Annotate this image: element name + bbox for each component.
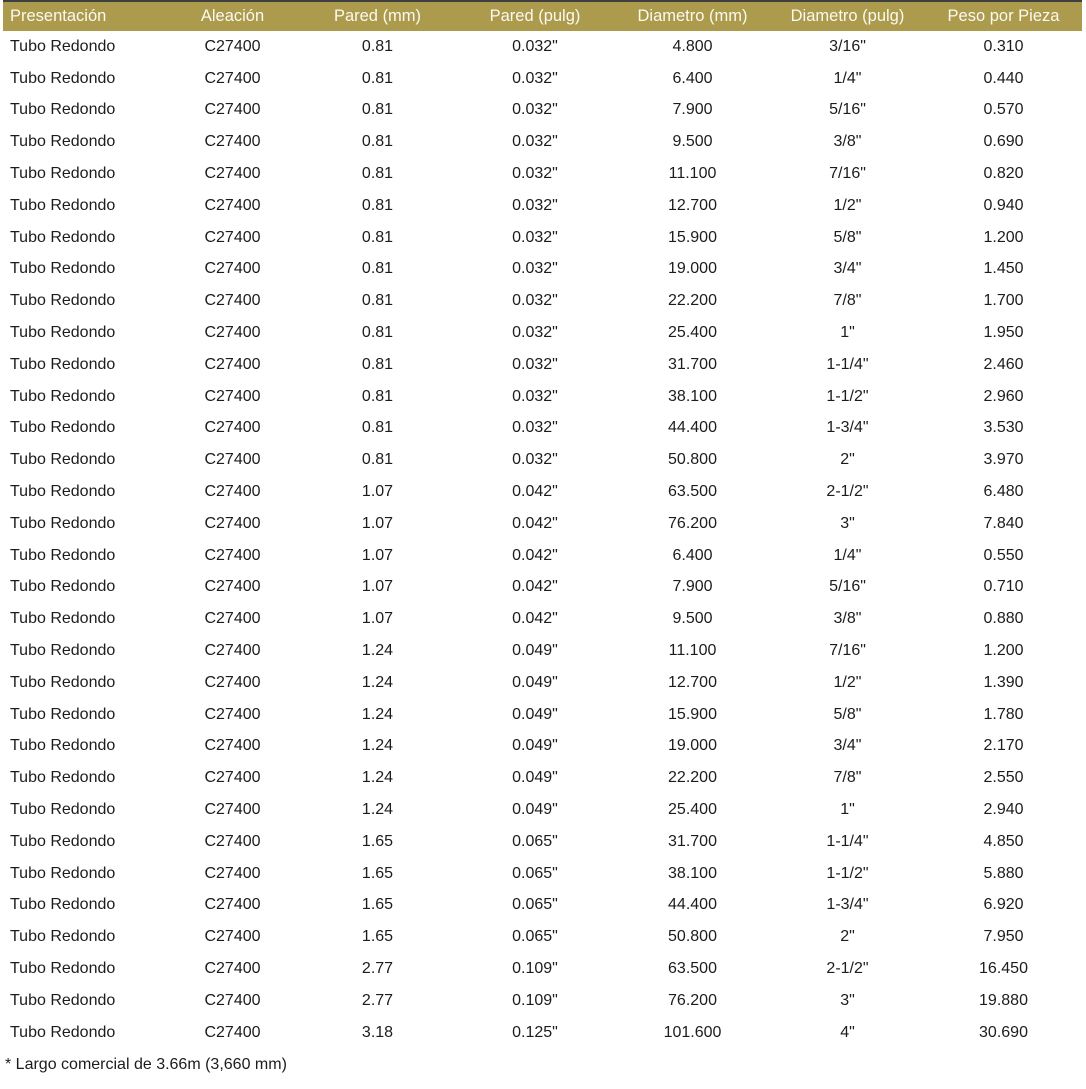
- table-cell: 0.032": [512, 228, 558, 246]
- table-row: [3, 890, 1082, 922]
- table-cell: 31.700: [668, 355, 717, 373]
- table-cell: Tubo Redondo: [10, 769, 116, 787]
- table-cell: 0.81: [361, 355, 394, 373]
- table-row: [3, 190, 1082, 222]
- table-cell: Tubo Redondo: [10, 292, 116, 310]
- table-cell: 63.500: [668, 483, 717, 501]
- table-cell: 0.81: [361, 196, 394, 214]
- table-cell: C27400: [204, 864, 261, 882]
- table-cell: 2": [840, 451, 855, 469]
- table-cell: Tubo Redondo: [10, 387, 116, 405]
- table-row: [3, 826, 1082, 858]
- table-cell: 2.170: [983, 737, 1024, 755]
- table-cell: 76.200: [668, 514, 717, 532]
- table-cell: 0.550: [983, 546, 1024, 564]
- table-cell: 1.200: [983, 642, 1024, 660]
- table-cell: 0.032": [512, 165, 558, 183]
- table-cell: 0.042": [512, 483, 558, 501]
- table-cell: Tubo Redondo: [10, 355, 116, 373]
- table-row: [3, 158, 1082, 190]
- table-cell: 2.550: [983, 769, 1024, 787]
- table-cell: 0.049": [512, 705, 558, 723]
- table-row: [3, 381, 1082, 413]
- commercial-length-footnote: * Largo comercial de 3.66m (3,660 mm): [5, 1055, 287, 1073]
- table-row: [3, 254, 1082, 286]
- table-cell: 3/16": [829, 37, 866, 55]
- table-cell: 0.81: [361, 419, 394, 437]
- table-cell: 11.100: [668, 642, 717, 660]
- table-cell: 0.81: [361, 165, 394, 183]
- table-cell: 0.440: [983, 69, 1024, 87]
- table-cell: C27400: [204, 451, 261, 469]
- table-row: [3, 858, 1082, 890]
- table-cell: Tubo Redondo: [10, 260, 116, 278]
- table-cell: 6.400: [672, 546, 713, 564]
- table-cell: 19.880: [979, 991, 1028, 1009]
- table-cell: Tubo Redondo: [10, 960, 116, 977]
- table-cell: C27400: [204, 419, 261, 437]
- table-cell: 1.780: [983, 705, 1024, 723]
- table-cell: 9.500: [672, 133, 713, 151]
- table-cell: 0.032": [512, 451, 558, 469]
- table-cell: Tubo Redondo: [10, 324, 116, 342]
- table-cell: 7.950: [983, 928, 1024, 946]
- table-cell: Tubo Redondo: [10, 896, 116, 914]
- table-cell: Tubo Redondo: [10, 1023, 116, 1041]
- table-cell: 0.032": [512, 324, 558, 342]
- table-cell: C27400: [204, 1023, 261, 1041]
- table-cell: 0.065": [512, 896, 558, 914]
- table-cell: 0.042": [512, 610, 558, 628]
- table-cell: C27400: [204, 37, 261, 55]
- table-row: [3, 572, 1082, 604]
- table-cell: 0.049": [512, 673, 558, 691]
- table-cell: 7.900: [672, 101, 713, 119]
- table-cell: 44.400: [668, 419, 717, 437]
- table-cell: 2.940: [983, 801, 1024, 819]
- table-row: [3, 222, 1082, 254]
- table-cell: C27400: [204, 578, 261, 596]
- table-cell: 0.570: [983, 101, 1024, 119]
- table-cell: 0.032": [512, 133, 558, 151]
- table-cell: 0.042": [512, 546, 558, 564]
- table-cell: 2.460: [983, 355, 1024, 373]
- table-cell: 0.820: [983, 165, 1024, 183]
- table-cell: 2.77: [361, 960, 394, 977]
- table-cell: 4.850: [983, 832, 1024, 850]
- table-cell: 0.032": [512, 387, 558, 405]
- table-cell: C27400: [204, 101, 261, 119]
- table-cell: 0.032": [512, 37, 558, 55]
- table-cell: 7.900: [672, 578, 713, 596]
- table-cell: 0.049": [512, 769, 558, 787]
- table-row: [3, 635, 1082, 667]
- table-cell: 12.700: [668, 196, 717, 214]
- table-cell: 0.81: [361, 387, 394, 405]
- table-row: [3, 921, 1082, 953]
- table-cell: 1-1/2": [826, 864, 869, 882]
- table-cell: C27400: [204, 705, 261, 723]
- table-cell: 0.125": [512, 1023, 558, 1041]
- table-cell: 0.81: [361, 451, 394, 469]
- table-cell: 0.032": [512, 292, 558, 310]
- column-header: Aleación: [165, 1, 300, 31]
- table-cell: 5/8": [833, 705, 862, 723]
- table-cell: 1.07: [361, 483, 394, 501]
- table-cell: 0.109": [512, 991, 558, 1009]
- table-cell: C27400: [204, 387, 261, 405]
- table-row: [3, 699, 1082, 731]
- table-cell: 38.100: [668, 864, 717, 882]
- table-cell: C27400: [204, 165, 261, 183]
- table-cell: 6.920: [983, 896, 1024, 914]
- table-cell: 3/4": [833, 737, 862, 755]
- table-cell: 0.042": [512, 578, 558, 596]
- table-cell: Tubo Redondo: [10, 483, 116, 501]
- table-cell: Tubo Redondo: [10, 610, 116, 628]
- table-cell: 0.032": [512, 101, 558, 119]
- table-cell: 4.800: [672, 37, 713, 55]
- table-header-row: [3, 1, 1082, 31]
- table-cell: 1.950: [983, 324, 1024, 342]
- table-cell: 1.24: [361, 673, 394, 691]
- table-cell: 1/4": [833, 69, 862, 87]
- table-cell: Tubo Redondo: [10, 514, 116, 532]
- table-cell: 7/8": [833, 292, 862, 310]
- table-cell: C27400: [204, 991, 261, 1009]
- table-row: [3, 444, 1082, 476]
- table-cell: 0.81: [361, 37, 394, 55]
- table-cell: 0.049": [512, 737, 558, 755]
- table-cell: 3": [840, 514, 855, 532]
- table-cell: 1": [840, 324, 855, 342]
- table-cell: 1.07: [361, 610, 394, 628]
- table-cell: 15.900: [668, 705, 717, 723]
- table-row: [3, 762, 1082, 794]
- table-cell: 11.100: [668, 165, 717, 183]
- table-cell: Tubo Redondo: [10, 165, 116, 183]
- table-cell: Tubo Redondo: [10, 642, 116, 660]
- table-cell: C27400: [204, 196, 261, 214]
- table-cell: 0.065": [512, 832, 558, 850]
- table-cell: 30.690: [979, 1023, 1028, 1041]
- table-cell: Tubo Redondo: [10, 101, 116, 119]
- table-cell: Tubo Redondo: [10, 546, 116, 564]
- table-cell: 63.500: [668, 960, 717, 977]
- table-cell: 1.24: [361, 737, 394, 755]
- table-cell: 1/4": [833, 546, 862, 564]
- table-cell: Tubo Redondo: [10, 832, 116, 850]
- table-row: [3, 540, 1082, 572]
- table-cell: 0.032": [512, 355, 558, 373]
- table-cell: 1/2": [833, 196, 862, 214]
- table-cell: Tubo Redondo: [10, 69, 116, 87]
- table-cell: 0.065": [512, 928, 558, 946]
- table-cell: Tubo Redondo: [10, 928, 116, 946]
- table-cell: 0.81: [361, 324, 394, 342]
- table-cell: 15.900: [668, 228, 717, 246]
- table-cell: C27400: [204, 673, 261, 691]
- table-cell: 9.500: [672, 610, 713, 628]
- table-cell: C27400: [204, 260, 261, 278]
- table-cell: 1/2": [833, 673, 862, 691]
- table-cell: C27400: [204, 292, 261, 310]
- table-cell: 0.032": [512, 419, 558, 437]
- table-cell: 25.400: [668, 801, 717, 819]
- table-cell: 0.81: [361, 228, 394, 246]
- table-cell: C27400: [204, 69, 261, 87]
- table-cell: 19.000: [668, 260, 717, 278]
- table-cell: Tubo Redondo: [10, 705, 116, 723]
- table-row: [3, 285, 1082, 317]
- column-header: Diametro (pulg): [770, 1, 925, 31]
- table-cell: 50.800: [668, 928, 717, 946]
- table-row: [3, 63, 1082, 95]
- table-cell: 6.480: [983, 483, 1024, 501]
- table-cell: 1-3/4": [826, 419, 869, 437]
- table-cell: 22.200: [668, 292, 717, 310]
- table-cell: Tubo Redondo: [10, 37, 116, 55]
- table-cell: 2.960: [983, 387, 1024, 405]
- table-cell: 3.970: [983, 451, 1024, 469]
- table-cell: C27400: [204, 928, 261, 946]
- table-cell: 0.81: [361, 292, 394, 310]
- column-header: Pared (pulg): [455, 1, 615, 31]
- table-cell: 1-3/4": [826, 896, 869, 914]
- table-cell: 7/16": [829, 642, 866, 660]
- column-header: Presentación: [3, 1, 165, 31]
- table-cell: 38.100: [668, 387, 717, 405]
- table-cell: C27400: [204, 832, 261, 850]
- table-cell: C27400: [204, 514, 261, 532]
- table-cell: C27400: [204, 355, 261, 373]
- table-cell: 0.109": [512, 960, 558, 977]
- table-cell: 0.81: [361, 101, 394, 119]
- table-cell: 5/16": [829, 578, 866, 596]
- table-cell: 31.700: [668, 832, 717, 850]
- table-cell: 7/8": [833, 769, 862, 787]
- table-cell: C27400: [204, 960, 261, 977]
- table-cell: 1-1/2": [826, 387, 869, 405]
- table-cell: 2-1/2": [826, 483, 869, 501]
- table-cell: 1.65: [361, 928, 394, 946]
- table-cell: 2": [840, 928, 855, 946]
- table-cell: C27400: [204, 737, 261, 755]
- table-cell: 2-1/2": [826, 960, 869, 977]
- table-cell: 1.390: [983, 673, 1024, 691]
- table-cell: 1.450: [983, 260, 1024, 278]
- table-cell: 2.77: [361, 991, 394, 1009]
- table-row: [3, 31, 1082, 63]
- table-row: [3, 413, 1082, 445]
- table-cell: 1.07: [361, 578, 394, 596]
- table-cell: 1-1/4": [826, 832, 869, 850]
- table-cell: 5.880: [983, 864, 1024, 882]
- table-cell: 16.450: [979, 960, 1028, 977]
- table-row: [3, 126, 1082, 158]
- table-cell: 1.700: [983, 292, 1024, 310]
- table-cell: 0.065": [512, 864, 558, 882]
- table-row: [3, 317, 1082, 349]
- table-cell: 1.200: [983, 228, 1024, 246]
- table-cell: 5/16": [829, 101, 866, 119]
- table-cell: 0.310: [983, 37, 1024, 55]
- table-row: [3, 508, 1082, 540]
- table-cell: C27400: [204, 610, 261, 628]
- table-cell: 22.200: [668, 769, 717, 787]
- table-cell: 0.049": [512, 642, 558, 660]
- table-cell: Tubo Redondo: [10, 991, 116, 1009]
- table-cell: 3.18: [361, 1023, 394, 1041]
- column-header: Peso por Pieza: [925, 1, 1082, 31]
- table-cell: 0.032": [512, 69, 558, 87]
- table-cell: Tubo Redondo: [10, 737, 116, 755]
- tube-spec-table: [3, 0, 1082, 1049]
- column-header: Diametro (mm): [615, 1, 770, 31]
- table-cell: 6.400: [672, 69, 713, 87]
- table-cell: 0.81: [361, 260, 394, 278]
- table-cell: 19.000: [668, 737, 717, 755]
- table-cell: Tubo Redondo: [10, 864, 116, 882]
- table-cell: Tubo Redondo: [10, 578, 116, 596]
- table-cell: 101.600: [663, 1023, 722, 1041]
- table-cell: 44.400: [668, 896, 717, 914]
- table-row: [3, 731, 1082, 763]
- table-cell: 0.032": [512, 260, 558, 278]
- table-row: [3, 667, 1082, 699]
- table-row: [3, 985, 1082, 1017]
- table-cell: Tubo Redondo: [10, 419, 116, 437]
- table-cell: 1.65: [361, 896, 394, 914]
- table-body: [3, 31, 1082, 1049]
- spec-table-wrap: [3, 0, 1082, 1049]
- table-cell: 7.840: [983, 514, 1024, 532]
- table-cell: 0.940: [983, 196, 1024, 214]
- table-row: [3, 95, 1082, 127]
- table-row: [3, 953, 1082, 985]
- table-cell: 0.032": [512, 196, 558, 214]
- table-cell: 1.24: [361, 642, 394, 660]
- table-row: [3, 603, 1082, 635]
- table-cell: 3/4": [833, 260, 862, 278]
- table-cell: 50.800: [668, 451, 717, 469]
- table-cell: 1.07: [361, 546, 394, 564]
- table-cell: 1": [840, 801, 855, 819]
- table-cell: C27400: [204, 801, 261, 819]
- table-cell: 12.700: [668, 673, 717, 691]
- table-cell: 25.400: [668, 324, 717, 342]
- table-cell: 76.200: [668, 991, 717, 1009]
- table-cell: 1-1/4": [826, 355, 869, 373]
- table-cell: Tubo Redondo: [10, 451, 116, 469]
- column-header: Pared (mm): [300, 1, 455, 31]
- table-cell: C27400: [204, 546, 261, 564]
- table-cell: 5/8": [833, 228, 862, 246]
- table-cell: 1.24: [361, 801, 394, 819]
- table-cell: C27400: [204, 896, 261, 914]
- table-cell: 0.042": [512, 514, 558, 532]
- table-cell: 3/8": [833, 610, 862, 628]
- table-cell: 3/8": [833, 133, 862, 151]
- table-cell: Tubo Redondo: [10, 228, 116, 246]
- table-cell: 1.24: [361, 705, 394, 723]
- table-cell: 7/16": [829, 165, 866, 183]
- table-cell: 0.880: [983, 610, 1024, 628]
- table-cell: Tubo Redondo: [10, 133, 116, 151]
- table-cell: Tubo Redondo: [10, 673, 116, 691]
- table-cell: 1.65: [361, 832, 394, 850]
- table-row: [3, 476, 1082, 508]
- table-cell: 3": [840, 991, 855, 1009]
- table-cell: 0.690: [983, 133, 1024, 151]
- table-row: [3, 349, 1082, 381]
- table-cell: C27400: [204, 769, 261, 787]
- table-cell: 3.530: [983, 419, 1024, 437]
- table-cell: 1.65: [361, 864, 394, 882]
- table-cell: Tubo Redondo: [10, 801, 116, 819]
- table-cell: C27400: [204, 228, 261, 246]
- table-cell: C27400: [204, 133, 261, 151]
- table-cell: C27400: [204, 483, 261, 501]
- table-cell: C27400: [204, 642, 261, 660]
- table-row: [3, 794, 1082, 826]
- table-cell: 0.81: [361, 133, 394, 151]
- table-cell: C27400: [204, 324, 261, 342]
- table-cell: 4": [840, 1023, 855, 1041]
- table-cell: 0.81: [361, 69, 394, 87]
- table-cell: 0.710: [983, 578, 1024, 596]
- table-row: [3, 1017, 1082, 1049]
- table-cell: 0.049": [512, 801, 558, 819]
- table-cell: Tubo Redondo: [10, 196, 116, 214]
- table-cell: 1.07: [361, 514, 394, 532]
- table-cell: 1.24: [361, 769, 394, 787]
